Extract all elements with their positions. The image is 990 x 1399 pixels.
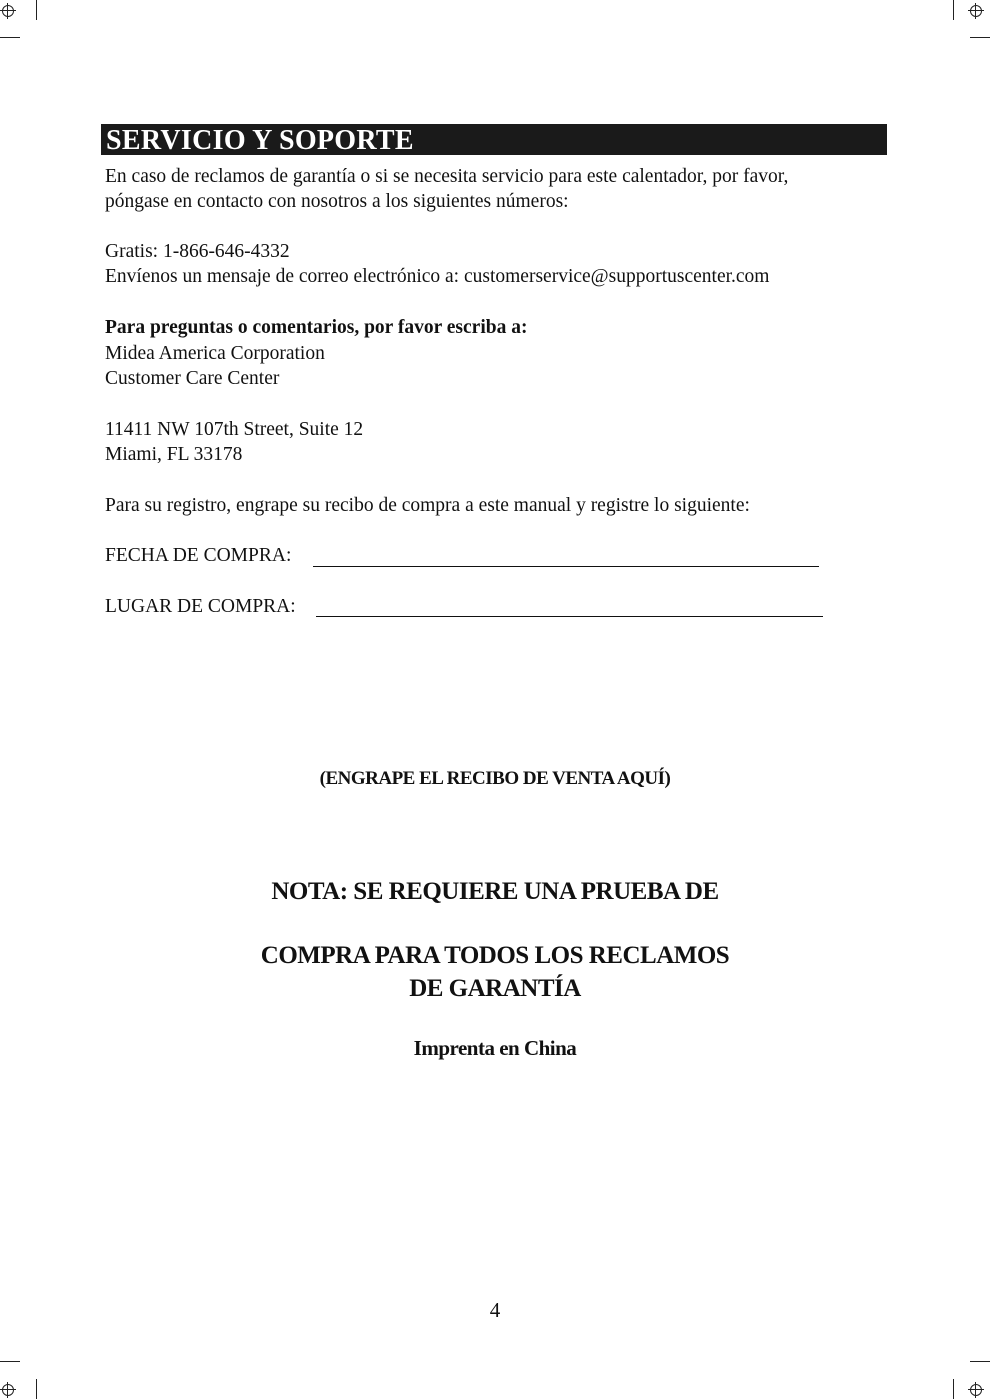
street-address: 11411 NW 107th Street, Suite 12 <box>105 419 364 440</box>
warranty-note-line-1: NOTA: SE REQUIERE UNA PRUEBA DE <box>271 878 719 905</box>
company-name: Midea America Corporation <box>105 343 325 364</box>
registration-mark-bottom-right <box>968 1382 984 1398</box>
section-banner <box>101 124 887 155</box>
registration-mark-top-left <box>0 3 16 19</box>
crop-mark <box>36 0 37 20</box>
phone-number: Gratis: 1-866-646-4332 <box>105 241 290 262</box>
warranty-note-line-3: DE GARANTÍA <box>409 975 581 1002</box>
crop-mark <box>0 37 20 38</box>
staple-receipt-note: (ENGRAPE EL RECIBO DE VENTA AQUÍ) <box>319 768 671 789</box>
purchase-place-field[interactable] <box>316 616 823 617</box>
warranty-note-line-2: COMPRA PARA TODOS LOS RECLAMOS <box>260 942 730 969</box>
city-address: Miami, FL 33178 <box>105 444 243 465</box>
crop-mark <box>953 0 954 20</box>
section-title: SERVICIO Y SOPORTE <box>106 125 414 156</box>
registration-instruction: Para su registro, engrape su recibo de compra a este manual y registre lo siguiente: <box>105 495 750 516</box>
crop-mark <box>970 37 990 38</box>
intro-text-line-1: En caso de reclamos de garantía o si se necesita servicio para este calentador, por favor, <box>105 166 789 187</box>
crop-mark <box>36 1379 37 1399</box>
registration-mark-top-right <box>968 3 984 19</box>
purchase-place-label: LUGAR DE COMPRA: <box>105 596 296 617</box>
department-name: Customer Care Center <box>105 368 280 389</box>
crop-mark <box>953 1379 954 1399</box>
crop-mark <box>0 1361 20 1362</box>
page-number: 4 <box>489 1298 501 1322</box>
intro-text-line-2: póngase en contacto con nosotros a los siguientes números: <box>105 191 569 212</box>
crop-mark <box>970 1361 990 1362</box>
purchase-date-field[interactable] <box>313 566 819 567</box>
purchase-date-label: FECHA DE COMPRA: <box>105 545 292 566</box>
registration-mark-bottom-left <box>0 1382 16 1398</box>
printed-in-label: Imprenta en China <box>413 1036 577 1060</box>
email-contact: Envíenos un mensaje de correo electrónico a: customerservice@supportuscenter.com <box>105 266 770 287</box>
address-heading: Para preguntas o comentarios, por favor escriba a: <box>105 317 528 338</box>
